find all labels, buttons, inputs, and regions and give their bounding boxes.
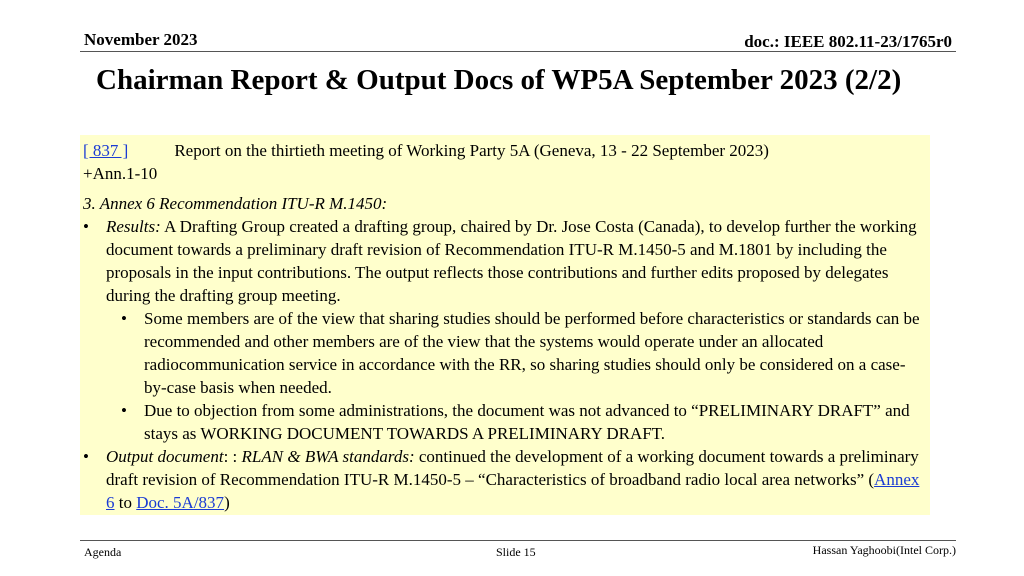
results-label: Results: bbox=[106, 217, 161, 236]
slide-title: Chairman Report & Output Docs of WP5A September 2023 (2/2) bbox=[96, 64, 902, 96]
output-topic: RLAN & BWA standards: bbox=[241, 447, 415, 466]
footer-slide-number: Slide 15 bbox=[496, 545, 536, 559]
annex-link[interactable]: Annex 6 bbox=[106, 470, 920, 512]
report-line bbox=[83, 139, 926, 162]
footer-author: Hassan Yaghoobi(Intel Corp.) bbox=[812, 543, 956, 557]
output-text: continued the development of a working document towards a preliminary draft revision of Recommendation ITU-R M.1450-5 – “Characteristics of broadband radio local area networks” ( bbox=[106, 447, 919, 489]
header-doc-id: doc.: IEEE 802.11-23/1765r0 bbox=[744, 32, 952, 51]
sub-bullet-text: Due to objection from some administrations, the document was not advanced to “PRELIMINARY DRAFT” and stays as WORKING DOCUMENT TOWARDS A PRELIMINARY DRAFT. bbox=[144, 401, 910, 443]
bullet-icon: • bbox=[83, 217, 89, 236]
section-heading: 3. Annex 6 Recommendation ITU-R M.1450: bbox=[83, 194, 388, 213]
footer-divider bbox=[80, 540, 956, 541]
bullet-icon: • bbox=[121, 309, 127, 328]
results-text: A Drafting Group created a drafting group, chaired by Dr. Jose Costa (Canada), to develop further the working document towards a preliminary draft revision of Recommendation ITU-R M.1450-5 and M.1801 by including the proposals in the input contributions. The output reflects those contributions and further edits proposed by delegates during the drafting group meeting. bbox=[106, 217, 917, 305]
content-panel bbox=[80, 135, 930, 515]
bullet-icon: • bbox=[83, 447, 89, 466]
header-divider bbox=[80, 51, 956, 52]
close-paren: ) bbox=[224, 493, 230, 512]
output-item bbox=[83, 445, 926, 514]
doc-link[interactable]: Doc. 5A/837 bbox=[136, 493, 225, 512]
output-label: Output document bbox=[106, 447, 224, 466]
report-annex: +Ann.1-10 bbox=[83, 164, 158, 183]
footer-agenda: Agenda bbox=[84, 545, 122, 559]
header-date: November 2023 bbox=[84, 30, 198, 49]
report-link[interactable]: [ 837 ] bbox=[83, 141, 129, 160]
bullet-icon: • bbox=[121, 401, 127, 420]
results-item bbox=[83, 215, 926, 307]
output-separator: : : bbox=[223, 447, 238, 466]
report-text: Report on the thirtieth meeting of Working Party 5A (Geneva, 13 - 22 September 2023) bbox=[174, 141, 769, 160]
sub-bullet-item bbox=[83, 307, 926, 399]
sub-bullet-text: Some members are of the view that sharing studies should be performed before characteristics or standards can be recommended and other members are of the view that the systems would operate under an allocated radiocommunication service in accordance with the RR, so sharing studies should only be considered on a case-by-case basis when needed. bbox=[144, 309, 920, 397]
sub-bullet-item bbox=[83, 399, 926, 445]
to-text: to bbox=[114, 493, 137, 512]
